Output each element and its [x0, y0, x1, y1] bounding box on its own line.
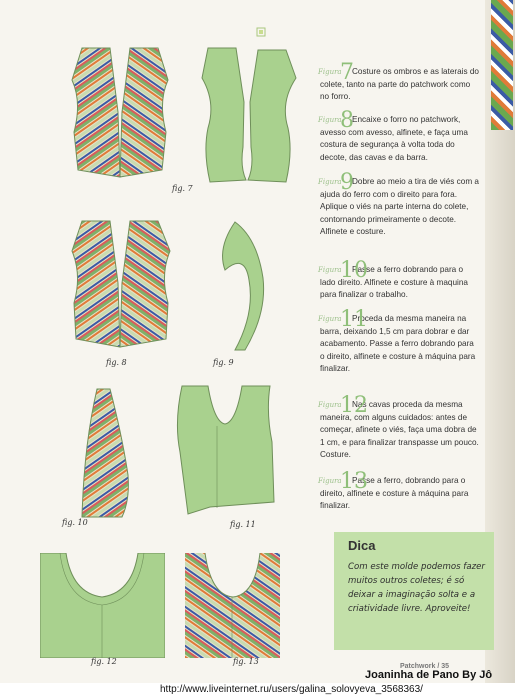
fig7-caption: fig. 7	[172, 184, 193, 193]
fig9-caption: fig. 9	[213, 358, 234, 367]
step-13	[318, 469, 480, 513]
step-11	[318, 307, 480, 376]
step-text: Proceda da mesma maneira na barra, deixando 1,5 cm para dobrar e dar acabamento. Passe a ferro dobrando para o direito, alfinete e costure à máquina para finalizar.	[320, 314, 476, 374]
fig7-vest-patchwork	[60, 42, 180, 182]
tip-text: Com este molde podemos fazer muitos outros coletes; é só deixar a imaginação solta e a criatividade livre. Aproveite!	[348, 562, 485, 614]
fig7-vest-lining	[188, 42, 308, 192]
step-label: Figura	[318, 178, 342, 186]
fig13-neckline-patchwork	[185, 553, 280, 658]
fig10-vest-side-patchwork	[72, 385, 142, 525]
step-number: 9	[340, 170, 354, 195]
fig11-caption: fig. 11	[230, 520, 256, 529]
step-text: Passe a ferro, dobrando para o direito, alfinete e costure à máquina para finalizar.	[320, 476, 469, 511]
step-number: 7	[340, 60, 354, 85]
source-url: http://www.liveinternet.ru/users/galina_solovyeva_3568363/	[160, 684, 423, 695]
fig11-vest-back	[170, 382, 280, 527]
fig8-caption: fig. 8	[106, 358, 127, 367]
step-text: Passe a ferro dobrando para o lado direito. Alfinete e costure à maquina para finalizar o trabalho.	[320, 265, 468, 300]
fig8-vest-patchwork	[62, 215, 182, 355]
step-number: 13	[340, 469, 368, 494]
step-text: Costure os ombros e as laterais do colete, tanto na parte do patchwork como no forro.	[320, 67, 479, 102]
step-10	[318, 258, 480, 302]
fig9-vest-side	[205, 218, 280, 358]
fig12-caption: fig. 12	[91, 657, 117, 666]
step-label: Figura	[318, 68, 342, 76]
step-number: 11	[340, 307, 368, 332]
step-label: Figura	[318, 477, 342, 485]
ornament-icon	[256, 27, 266, 37]
step-number: 12	[340, 393, 368, 418]
step-text: Dobre ao meio a tira de viés com a ajuda do ferro com o direito para fora. Aplique o viés na parte interna do colete, contornando primeiramente o decote. Alfinete e costure.	[320, 177, 479, 237]
step-text: Nas cavas proceda da mesma maneira, com alguns cuidados: antes de começar, afinete o viés, faça uma dobra de 1 cm, e para finalizar transpasse um pouco. Costure.	[320, 400, 479, 460]
fig12-neckline-lining	[40, 553, 165, 658]
step-12	[318, 393, 480, 462]
credit-watermark: Joaninha de Pano By Jô	[365, 669, 493, 681]
tip-title: Dica	[348, 538, 376, 553]
patchwork-swatch	[491, 0, 513, 130]
step-label: Figura	[318, 401, 342, 409]
step-number: 10	[340, 258, 368, 283]
step-label: Figura	[318, 315, 342, 323]
page-section-number: Patchwork / 35	[400, 663, 450, 670]
step-label: Figura	[318, 266, 342, 274]
step-8	[318, 108, 480, 164]
fig13-caption: fig. 13	[233, 657, 259, 666]
step-text: Encaixe o forro no patchwork, avesso com avesso, alfinete, e faça uma costura de segurança à volta toda do decote, das cavas e da barra.	[320, 115, 468, 162]
fig10-caption: fig. 10	[62, 518, 88, 527]
step-number: 8	[340, 108, 354, 133]
step-7	[318, 60, 480, 104]
step-9	[318, 170, 480, 239]
tip-box	[334, 532, 494, 650]
step-label: Figura	[318, 116, 342, 124]
